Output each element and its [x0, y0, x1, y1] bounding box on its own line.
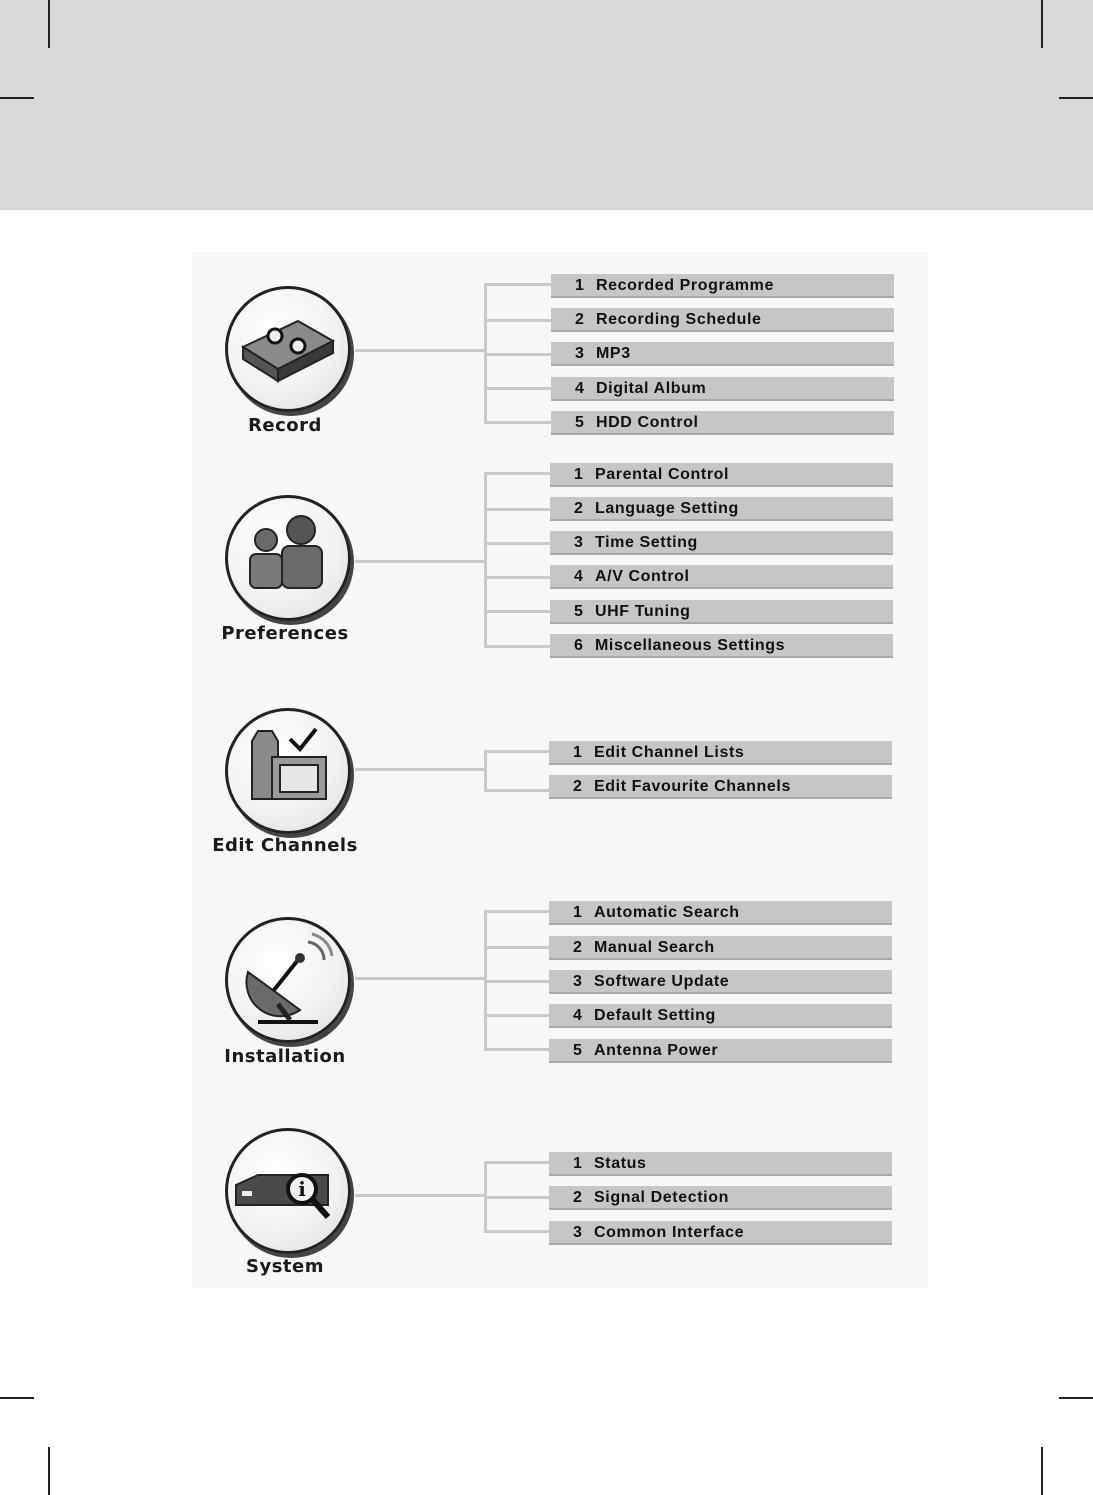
- connector-line: [484, 508, 550, 511]
- menu-item-label: HDD Control: [596, 414, 699, 431]
- menu-item-automatic-search[interactable]: [549, 901, 892, 925]
- users-icon: [228, 498, 348, 618]
- connector-line: [484, 980, 549, 983]
- record-icon-circle: [225, 286, 351, 412]
- crop-mark: [48, 0, 50, 48]
- connector-line: [484, 283, 551, 286]
- menu-item-edit-favourite-channels[interactable]: [549, 775, 892, 799]
- menu-item-parental-control[interactable]: [550, 463, 893, 487]
- svg-text:i: i: [298, 1177, 306, 1201]
- menu-item-digital-album[interactable]: [551, 377, 894, 401]
- preferences-label: Preferences: [221, 623, 349, 644]
- menu-item-number: 3: [574, 534, 584, 551]
- menu-item-edit-channel-lists[interactable]: [549, 741, 892, 765]
- connector-line: [355, 977, 485, 980]
- receiver-info-icon: [228, 1131, 348, 1251]
- menu-item-label: UHF Tuning: [595, 603, 691, 620]
- menu-item-number: 4: [573, 1007, 583, 1024]
- crop-mark: [48, 1447, 50, 1495]
- menu-item-av-control[interactable]: [550, 565, 893, 589]
- connector-line: [484, 472, 487, 648]
- connector-line: [484, 387, 551, 390]
- menu-item-number: 5: [573, 1042, 583, 1059]
- menu-item-label: A/V Control: [595, 568, 690, 585]
- menu-item-label: Default Setting: [594, 1007, 716, 1024]
- connector-line: [355, 349, 485, 352]
- menu-item-label: Edit Channel Lists: [594, 744, 745, 761]
- connector-line: [355, 768, 485, 771]
- edit-channels-icon: [228, 711, 348, 831]
- menu-item-label: Digital Album: [596, 380, 707, 397]
- menu-item-number: 2: [573, 778, 583, 795]
- connector-line: [484, 610, 550, 613]
- menu-item-language-setting[interactable]: [550, 497, 893, 521]
- menu-item-mp3[interactable]: [551, 342, 894, 366]
- connector-line: [484, 946, 549, 949]
- system-icon-circle: [225, 1128, 351, 1254]
- menu-item-antenna-power[interactable]: [549, 1039, 892, 1063]
- connector-line: [484, 542, 550, 545]
- crop-mark: [1041, 0, 1043, 48]
- menu-item-default-setting[interactable]: [549, 1004, 892, 1028]
- crop-mark: [1041, 1447, 1043, 1495]
- menu-item-manual-search[interactable]: [549, 936, 892, 960]
- connector-line: [484, 750, 549, 753]
- menu-item-status[interactable]: [549, 1152, 892, 1176]
- menu-item-number: 1: [573, 744, 583, 761]
- menu-item-software-update[interactable]: [549, 970, 892, 994]
- menu-item-number: 4: [575, 380, 585, 397]
- menu-item-number: 1: [575, 277, 585, 294]
- menu-item-number: 3: [573, 1224, 583, 1241]
- menu-item-number: 2: [573, 939, 583, 956]
- connector-line: [484, 789, 549, 792]
- crop-mark: [0, 97, 34, 99]
- menu-item-label: Time Setting: [595, 534, 698, 551]
- header-band: [0, 0, 1093, 210]
- menu-item-uhf-tuning[interactable]: [550, 600, 893, 624]
- installation-label: Installation: [224, 1046, 346, 1067]
- connector-line: [484, 750, 487, 792]
- menu-item-label: Software Update: [594, 973, 730, 990]
- menu-item-label: Common Interface: [594, 1224, 745, 1241]
- menu-item-time-setting[interactable]: [550, 531, 893, 555]
- menu-item-number: 5: [575, 414, 585, 431]
- connector-line: [355, 560, 485, 563]
- preferences-icon-circle: [225, 495, 351, 621]
- connector-line: [484, 421, 551, 424]
- menu-item-label: Recorded Programme: [596, 277, 774, 294]
- connector-line: [484, 576, 550, 579]
- edit-channels-icon-circle: [225, 708, 351, 834]
- menu-item-common-interface[interactable]: [549, 1221, 892, 1245]
- menu-item-label: Parental Control: [595, 466, 730, 483]
- connector-line: [484, 472, 550, 475]
- connector-line: [484, 1196, 549, 1199]
- connector-line: [484, 319, 551, 322]
- menu-item-recording-schedule[interactable]: [551, 308, 894, 332]
- record-label: Record: [248, 415, 322, 436]
- menu-item-number: 6: [574, 637, 584, 654]
- crop-mark: [1059, 1397, 1093, 1399]
- connector-line: [355, 1194, 485, 1197]
- menu-item-number: 4: [574, 568, 584, 585]
- connector-line: [484, 353, 551, 356]
- menu-item-number: 2: [574, 500, 584, 517]
- menu-item-signal-detection[interactable]: [549, 1186, 892, 1210]
- menu-item-label: Status: [594, 1155, 647, 1172]
- cassette-icon: [228, 289, 348, 409]
- edit-channels-label: Edit Channels: [212, 835, 358, 856]
- menu-item-hdd-control[interactable]: [551, 411, 894, 435]
- menu-item-label: MP3: [596, 345, 631, 362]
- connector-line: [484, 1014, 549, 1017]
- menu-item-number: 1: [574, 466, 584, 483]
- menu-item-number: 3: [575, 345, 585, 362]
- satellite-dish-icon: [228, 920, 348, 1040]
- menu-item-label: Signal Detection: [594, 1189, 729, 1206]
- connector-line: [484, 1048, 549, 1051]
- crop-mark: [0, 1397, 34, 1399]
- menu-item-label: Antenna Power: [594, 1042, 719, 1059]
- menu-item-number: 2: [575, 311, 585, 328]
- menu-item-label: Automatic Search: [594, 904, 740, 921]
- system-label: System: [246, 1256, 324, 1277]
- menu-item-number: 1: [573, 1155, 583, 1172]
- menu-item-number: 3: [573, 973, 583, 990]
- connector-line: [484, 910, 549, 913]
- connector-line: [484, 645, 550, 648]
- menu-item-label: Edit Favourite Channels: [594, 778, 791, 795]
- menu-item-label: Recording Schedule: [596, 311, 762, 328]
- menu-item-label: Language Setting: [595, 500, 739, 517]
- menu-item-miscellaneous-settings[interactable]: [550, 634, 893, 658]
- menu-item-number: 2: [573, 1189, 583, 1206]
- menu-item-recorded-programme[interactable]: [551, 274, 894, 298]
- connector-line: [484, 1161, 549, 1164]
- crop-mark: [1059, 97, 1093, 99]
- installation-icon-circle: [225, 917, 351, 1043]
- menu-item-label: Miscellaneous Settings: [595, 637, 786, 654]
- menu-item-number: 1: [573, 904, 583, 921]
- connector-line: [484, 1230, 549, 1233]
- menu-item-label: Manual Search: [594, 939, 715, 956]
- menu-item-number: 5: [574, 603, 584, 620]
